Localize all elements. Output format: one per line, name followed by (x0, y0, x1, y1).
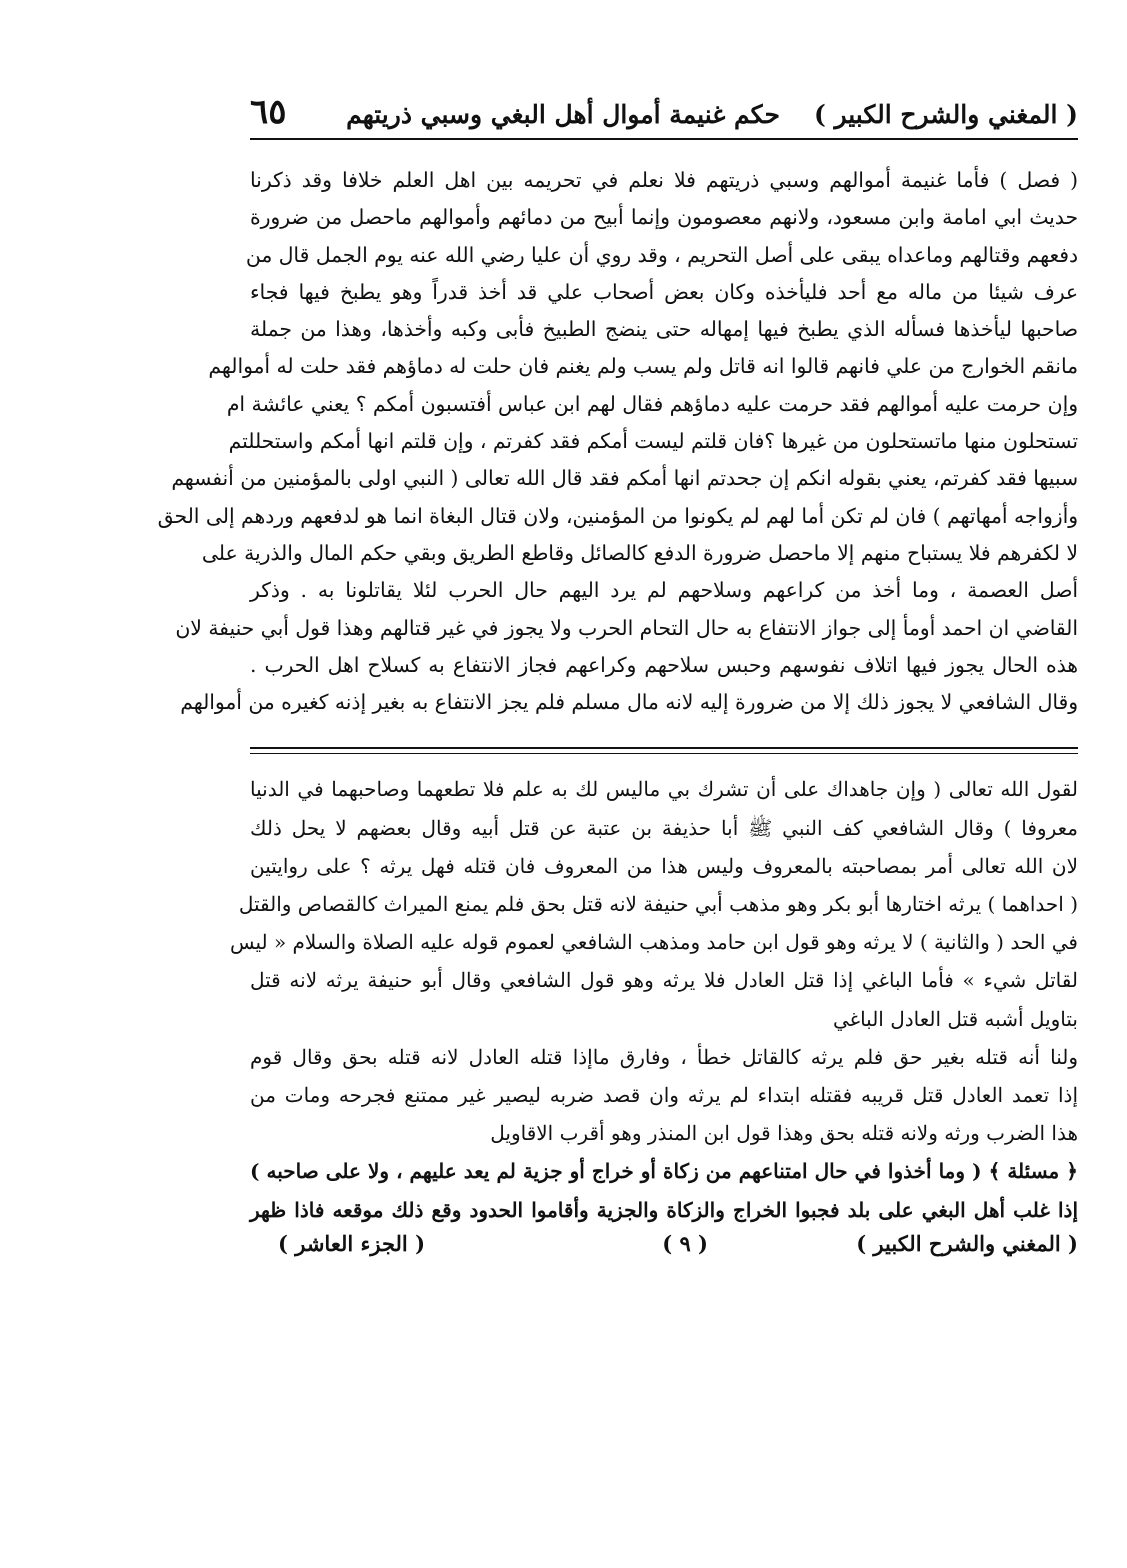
book-page (157, 92, 1079, 1552)
text-line: حديث ابي امامة وابن مسعود، ولانهم معصومون وإنما أبيح من دمائهم وأموالهم ماحصل من ضرورة (250, 205, 1078, 230)
text-line: لا لكفرهم فلا يستباح منهم إلا ماحصل ضرورة الدفع كالصائل وقاطع الطريق وبقي حكم المال والذرية على (201, 540, 1078, 565)
text-line: عرف شيئا من ماله مع أحد فليأخذه وكان بعض أصحاب علي قد أخذ قدراً وهو يطبخ فيها فجاء (250, 279, 1078, 304)
text-line: القاضي ان احمد أومأ إلى جواز الانتفاع به حال التحام الحرب ولا يجوز في غير قتالهم وهذا قول أبي حنيفة لان (175, 615, 1078, 640)
text-line: معروفا ) وقال الشافعي كف النبي ﷺ أبا حذيفة بن عتبة عن قتل أبيه وقال بعضهم لا يحل ذلك (250, 815, 1078, 840)
text-line: ( فصل ) فأما غنيمة أموالهم وسبي ذريتهم فلا نعلم في تحريمه بين اهل العلم خلافا وقد ذكرنا (250, 168, 1078, 192)
section-divider (250, 747, 1078, 754)
header-chapter-title: حكم غنيمة أموال أهل البغي وسبي ذريتهم (346, 99, 780, 129)
footer-volume: ( الجزء العاشر ) (278, 1230, 425, 1256)
header-rule (250, 138, 1078, 140)
commentary-text (229, 770, 1079, 1228)
masala-text: إذا غلب أهل البغي على بلد فجبوا الخراج والزكاة والجزية وأقاموا الحدود وقع ذلك موقعه فاذا ظهر (250, 1197, 1078, 1222)
text-line: لقول الله تعالى ( وإن جاهداك على أن تشرك بي ماليس لك به علم فلا تطعهما وصاحبهما في الدنيا (250, 777, 1078, 802)
text-line: دفعهم وقتالهم وماعداه يبقى على أصل التحريم ، وقد روي أن عليا رضي الله عنه يوم الجمل قال من (245, 242, 1078, 267)
text-line: ولنا أنه قتله بغير حق فلم يرثه كالقاتل خطأ ، وفارق ماإذا قتله العادل لانه قتله بحق وقال قوم (250, 1044, 1078, 1069)
page-number: ٦٥ (250, 92, 287, 132)
text-line: هذه الحال يجوز فيها اتلاف نفوسهم وحبس سلاحهم وكراعهم فجاز الانتفاع به كسلاح اهل الحرب . (250, 652, 1078, 677)
footer-signature-number: ( ٩ ) (662, 1230, 708, 1256)
text-line: لان الله تعالى أمر بمصاحبته بالمعروف وليس هذا من المعروف فان قتله فهل يرثه ؟ على روايتين (250, 853, 1078, 878)
masala-heading: ﴿ مسئلة ﴾ ( وما أخذوا في حال امتناعهم من زكاة أو خراج أو جزية لم يعد عليهم ، ولا على صاحبه ) (250, 1159, 1078, 1184)
text-line: أصل العصمة ، وما أخذ من كراعهم وسلاحهم لم يرد اليهم حال الحرب لئلا يقاتلونا به . وذكر (250, 578, 1078, 603)
text-line: صاحبها ليأخذها فسأله الذي يطبخ فيها إمهاله حتى ينضج الطبيخ فأبى وكبه وأخذها، وهذا من جملة (250, 317, 1078, 342)
text-line: سبيها فقد كفرتم، يعني بقوله انكم إن جحدتم انها أمكم فقد قال الله تعالى ( النبي اولى بالمؤمنين من أنفسهم (171, 466, 1078, 491)
footer-book-title: ( المغني والشرح الكبير ) (856, 1230, 1078, 1256)
text-line: في الحد ( والثانية ) لا يرثه وهو قول ابن حامد ومذهب الشافعي لعموم قوله عليه الصلاة والسلام « ليس (229, 930, 1078, 955)
page-footer (250, 1231, 1078, 1269)
text-line: وأزواجه أمهاتهم ) فان لم تكن أما لهم لم يكونوا من المؤمنين، ولان قتال البغاة انما هو لدفعهم وردهم إلى الحق (157, 503, 1078, 528)
text-line: لقاتل شيء » فأما الباغي إذا قتل العادل فلا يرثه وهو قول الشافعي وقال أبو حنيفة يرثه لانه قتل (250, 968, 1078, 993)
text-line: وإن حرمت عليه أموالهم فقد حرمت عليه دماؤهم فقال لهم ابن عباس أفتسبون أمكم ؟ يعني عائشة ام (226, 391, 1078, 416)
text-line: مانقم الخوارج من علي فانهم قالوا انه قاتل ولم يسب ولم يغنم فان حلت له دماؤهم فقد حلت له أموالهم (208, 354, 1078, 379)
text-line: ( احداهما ) يرثه اختارها أبو بكر وهو مذهب أبي حنيفة لانه قتل بحق فلم يمنع الميراث كالقصاص والقتل (238, 892, 1078, 917)
text-line: إذا تعمد العادل قتل قريبه فقتله ابتداء لم يرثه وان قصد ضربه ليصير غير ممتنع فجرحه ومات من (250, 1082, 1079, 1107)
text-line: وقال الشافعي لا يجوز ذلك إلا من ضرورة إليه لانه مال مسلم فلم يجز الانتفاع به بغير إذنه كغيره من أموالهم (180, 690, 1078, 715)
text-line: بتاويل أشبه قتل العادل الباغي (832, 1006, 1078, 1031)
text-line: هذا الضرب ورثه ولانه قتله بحق وهذا قول ابن المنذر وهو أقرب الاقاويل (490, 1121, 1078, 1146)
header-book-title: ( المغني والشرح الكبير ) (813, 99, 1078, 129)
running-header (250, 92, 1078, 136)
main-text (157, 162, 1078, 721)
text-line: تستحلون منها ماتستحلون من غيرها ؟فان قلتم ليست أمكم فقد كفرتم ، وإن قلتم انها أمكم واستحللتم (228, 429, 1078, 454)
